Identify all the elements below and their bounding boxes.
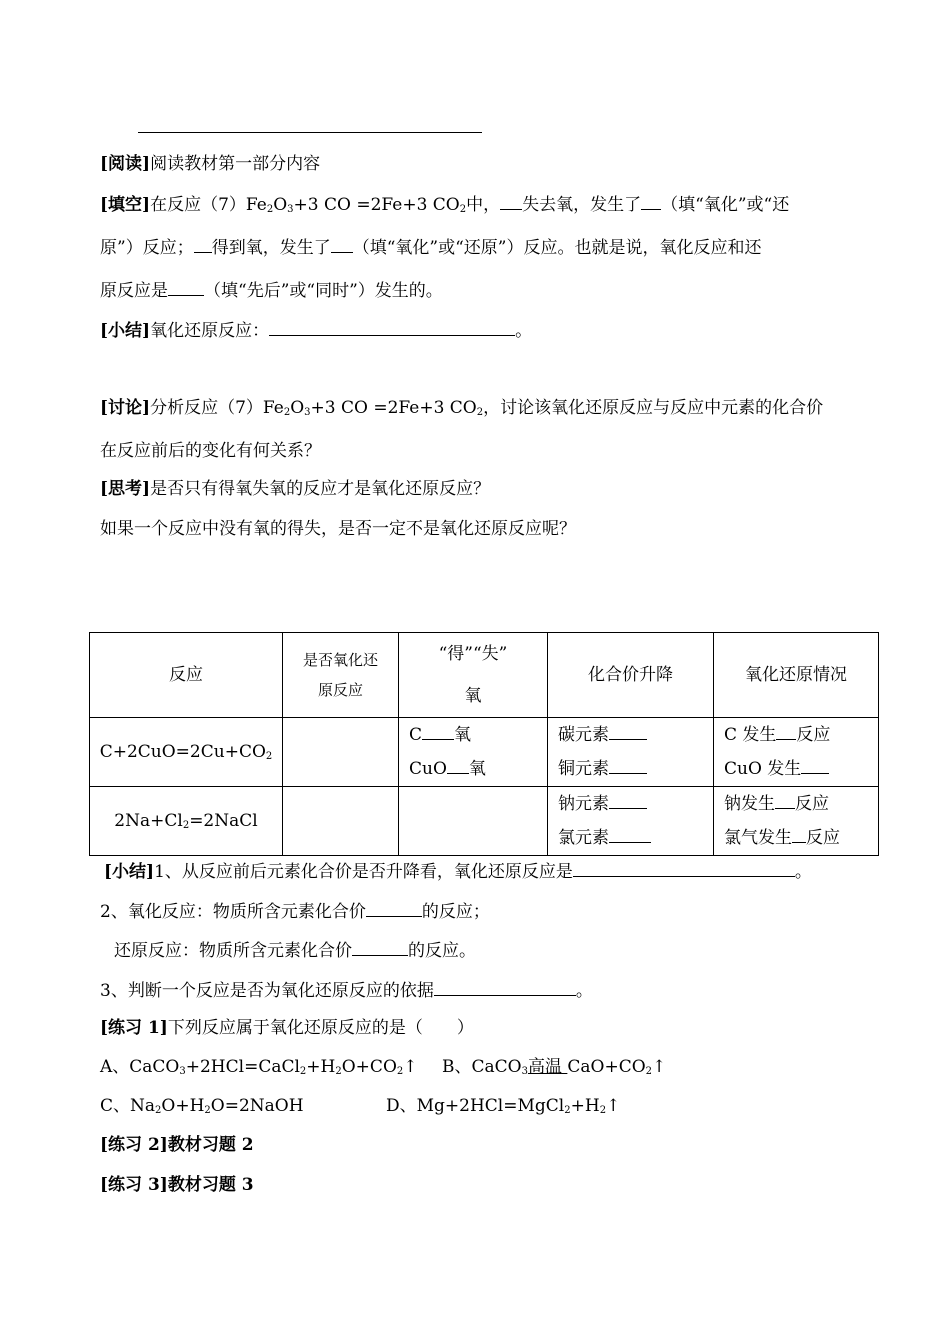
blank[interactable] xyxy=(801,755,829,774)
discuss-text: ，讨论该氧化还原反应与反应中元素的化合价 xyxy=(483,398,824,418)
blank-2[interactable] xyxy=(641,191,661,210)
valence-cell xyxy=(548,787,714,856)
option-text: +H xyxy=(570,1096,600,1116)
ex2-line xyxy=(100,1133,254,1157)
header-is-redox-l1: 是否氧化还 xyxy=(302,651,378,669)
ex2-text: 教材习题 2 xyxy=(167,1135,254,1155)
summary1-tag: [小结] xyxy=(100,321,151,341)
ex1-option-a[interactable] xyxy=(100,1055,418,1079)
valence-cell xyxy=(548,718,714,787)
cell-text: 钠元素 xyxy=(558,794,609,814)
summary2-blank-3[interactable] xyxy=(352,937,408,956)
subscript: 3 xyxy=(179,1066,186,1077)
discuss-text: +3 CO =2Fe+3 CO xyxy=(310,398,477,418)
reaction-text: C+2CuO=2Cu+CO xyxy=(99,742,266,762)
reading-tag: [阅读] xyxy=(100,154,151,174)
top-rule xyxy=(138,132,482,133)
blank-4[interactable] xyxy=(331,234,353,253)
subscript: 2 xyxy=(396,1066,404,1077)
option-text: CaO+CO xyxy=(567,1057,646,1077)
summary1-line xyxy=(100,317,532,343)
fill-text: 中， xyxy=(466,195,501,215)
summary1-text: 氧化还原反应： xyxy=(150,321,270,341)
discuss-text: O xyxy=(290,398,305,418)
blank[interactable] xyxy=(422,721,454,740)
blank[interactable] xyxy=(609,824,651,843)
cell-text: C xyxy=(409,725,423,745)
summary1-blank[interactable] xyxy=(269,317,515,336)
redox-status-cell xyxy=(714,718,879,787)
think-tag: [思考] xyxy=(100,479,151,499)
fill-line-2 xyxy=(100,234,761,260)
is-redox-cell[interactable] xyxy=(283,718,399,787)
option-text: D、Mg+2HCl=MgCl xyxy=(386,1096,565,1116)
fill-text: 得到氧，发生了 xyxy=(211,238,331,258)
summary2-line-1 xyxy=(104,858,812,884)
fill-text: 失去氧，发生了 xyxy=(522,195,642,215)
summary2-text: 还原反应：物质所含元素化合价 xyxy=(114,941,352,961)
up-arrow-icon: ↑ xyxy=(403,1057,418,1077)
header-oxygen-l1: “得”“失” xyxy=(438,644,508,664)
subscript: 2 xyxy=(335,1066,342,1077)
redox-status-cell xyxy=(714,787,879,856)
ex3-tag: [练习 3] xyxy=(100,1175,168,1195)
summary2-end: 。 xyxy=(794,862,812,882)
cell-text: 氧 xyxy=(468,759,486,779)
header-redox-status: 氧化还原情况 xyxy=(714,633,879,718)
cell-text: 氯气发生 xyxy=(724,828,792,848)
summary2-line-3 xyxy=(114,937,476,963)
table-row xyxy=(90,787,879,856)
fill-tag: [填空] xyxy=(100,195,151,215)
fill-text: （填“氧化”或“还原”）反应。也就是说，氧化反应和还 xyxy=(352,238,762,258)
cell-text: 氧 xyxy=(454,725,472,745)
header-oxygen xyxy=(399,633,548,718)
fill-text: （填“先后”或“同时”）发生的。 xyxy=(204,281,443,301)
reaction-text: =2NaCl xyxy=(189,811,258,831)
summary1-end: 。 xyxy=(515,321,533,341)
subscript: 2 xyxy=(266,204,274,215)
fill-text: 在反应（7）Fe xyxy=(150,195,267,215)
subscript: 3 xyxy=(521,1066,528,1077)
fill-text: 原反应是 xyxy=(100,281,168,301)
subscript: 3 xyxy=(287,204,294,215)
option-text: O+CO xyxy=(341,1057,397,1077)
summary2-text: 的反应； xyxy=(421,902,490,922)
cell-text: C 发生 xyxy=(724,725,777,745)
subscript: 2 xyxy=(599,1105,607,1116)
ex1-question xyxy=(100,1016,474,1040)
subscript: 2 xyxy=(476,407,484,418)
summary2-blank-1[interactable] xyxy=(573,858,795,877)
blank-1[interactable] xyxy=(500,191,522,210)
blank[interactable] xyxy=(609,721,647,740)
summary2-text: 的反应。 xyxy=(408,941,476,961)
header-valence: 化合价升降 xyxy=(548,633,714,718)
think-line-2: 如果一个反应中没有氧的得失，是否一定不是氧化还原反应呢？ xyxy=(100,519,576,539)
summary2-tag: [小结] xyxy=(104,862,155,882)
fill-text: 原”）反应； xyxy=(100,238,194,258)
fill-text: O xyxy=(273,195,288,215)
oxygen-cell[interactable] xyxy=(399,787,548,856)
summary2-blank-4[interactable] xyxy=(434,977,576,996)
header-is-redox-l2: 原反应 xyxy=(317,681,363,699)
cell-text: 碳元素 xyxy=(558,725,609,745)
summary2-end: 。 xyxy=(575,981,593,1001)
option-text: A、CaCO xyxy=(100,1057,180,1077)
cell-text: CuO 发生 xyxy=(724,759,802,779)
discuss-line-1 xyxy=(100,396,823,420)
blank[interactable] xyxy=(792,824,806,843)
discuss-tag: [讨论] xyxy=(100,398,151,418)
header-is-redox xyxy=(283,633,399,718)
reaction-text: 2Na+Cl xyxy=(114,811,183,831)
reaction-table xyxy=(89,632,879,856)
option-text: O=2NaOH xyxy=(210,1096,304,1116)
reaction-condition: 高温 xyxy=(527,1057,562,1077)
blank[interactable] xyxy=(447,755,469,774)
blank-3[interactable] xyxy=(194,234,212,253)
reaction-cell xyxy=(90,787,283,856)
summary2-text: 3、判断一个反应是否为氧化还原反应的依据 xyxy=(100,981,434,1001)
up-arrow-icon: ↑ xyxy=(652,1057,667,1077)
cell-text: 反应 xyxy=(796,725,831,745)
subscript: 2 xyxy=(182,820,190,831)
blank-5[interactable] xyxy=(168,277,204,296)
blank[interactable] xyxy=(609,755,647,774)
summary2-text: 1、从反应前后元素化合价是否升降看，氧化还原反应是 xyxy=(154,862,573,882)
ex3-text: 教材习题 3 xyxy=(167,1175,254,1195)
ex1-option-d[interactable] xyxy=(386,1094,620,1118)
reading-line xyxy=(100,152,320,176)
subscript: 2 xyxy=(645,1066,653,1077)
subscript: 2 xyxy=(283,407,291,418)
subscript: 2 xyxy=(564,1105,571,1116)
ex3-line xyxy=(100,1173,254,1197)
subscript: 2 xyxy=(155,1105,162,1116)
cell-text: 钠发生 xyxy=(724,794,775,814)
subscript: 2 xyxy=(459,204,467,215)
summary2-text: 2、氧化反应：物质所含元素化合价 xyxy=(100,902,366,922)
summary2-blank-2[interactable] xyxy=(366,898,422,917)
option-text: B、CaCO xyxy=(442,1057,522,1077)
summary2-line-2 xyxy=(100,898,490,924)
table-header-row xyxy=(90,633,879,718)
ex1-option-c[interactable] xyxy=(100,1094,304,1118)
option-text: O+H xyxy=(161,1096,205,1116)
ex1-tag: [练习 1] xyxy=(100,1018,168,1038)
header-oxygen-l2: 氧 xyxy=(464,686,482,706)
header-reaction: 反应 xyxy=(90,633,283,718)
is-redox-cell[interactable] xyxy=(283,787,399,856)
ex2-tag: [练习 2] xyxy=(100,1135,168,1155)
table-row xyxy=(90,718,879,787)
subscript: 2 xyxy=(265,751,273,762)
blank[interactable] xyxy=(776,721,796,740)
cell-text: 反应 xyxy=(795,794,829,814)
oxygen-cell xyxy=(399,718,548,787)
blank[interactable] xyxy=(609,790,647,809)
think-line-1 xyxy=(100,477,490,501)
ex1-text: 下列反应属于氧化还原反应的是（ ） xyxy=(167,1018,474,1038)
fill-text: +3 CO =2Fe+3 CO xyxy=(293,195,460,215)
up-arrow-icon: ↑ xyxy=(606,1096,621,1116)
option-text: C、Na xyxy=(100,1096,156,1116)
fill-line-3 xyxy=(100,277,443,303)
reading-text: 阅读教材第一部分内容 xyxy=(150,154,321,174)
discuss-text: 分析反应（7）Fe xyxy=(150,398,284,418)
cell-text: 氯元素 xyxy=(558,828,609,848)
subscript: 2 xyxy=(204,1105,211,1116)
option-text: +H xyxy=(306,1057,336,1077)
think-text: 是否只有得氧失氧的反应才是氧化还原反应？ xyxy=(150,479,491,499)
cell-text: CuO xyxy=(409,759,447,779)
subscript: 2 xyxy=(299,1066,307,1077)
ex1-option-b[interactable] xyxy=(442,1055,666,1079)
reaction-cell xyxy=(90,718,283,787)
blank[interactable] xyxy=(775,790,795,809)
cell-text: 铜元素 xyxy=(558,759,609,779)
summary2-line-4 xyxy=(100,977,593,1003)
fill-text: （填“氧化”或“还 xyxy=(661,195,790,215)
discuss-line-2: 在反应前后的变化有何关系？ xyxy=(100,441,321,461)
option-text: +2HCl=CaCl xyxy=(185,1057,300,1077)
cell-text: 反应 xyxy=(806,828,840,848)
fill-line-1 xyxy=(100,191,789,217)
subscript: 3 xyxy=(304,407,311,418)
